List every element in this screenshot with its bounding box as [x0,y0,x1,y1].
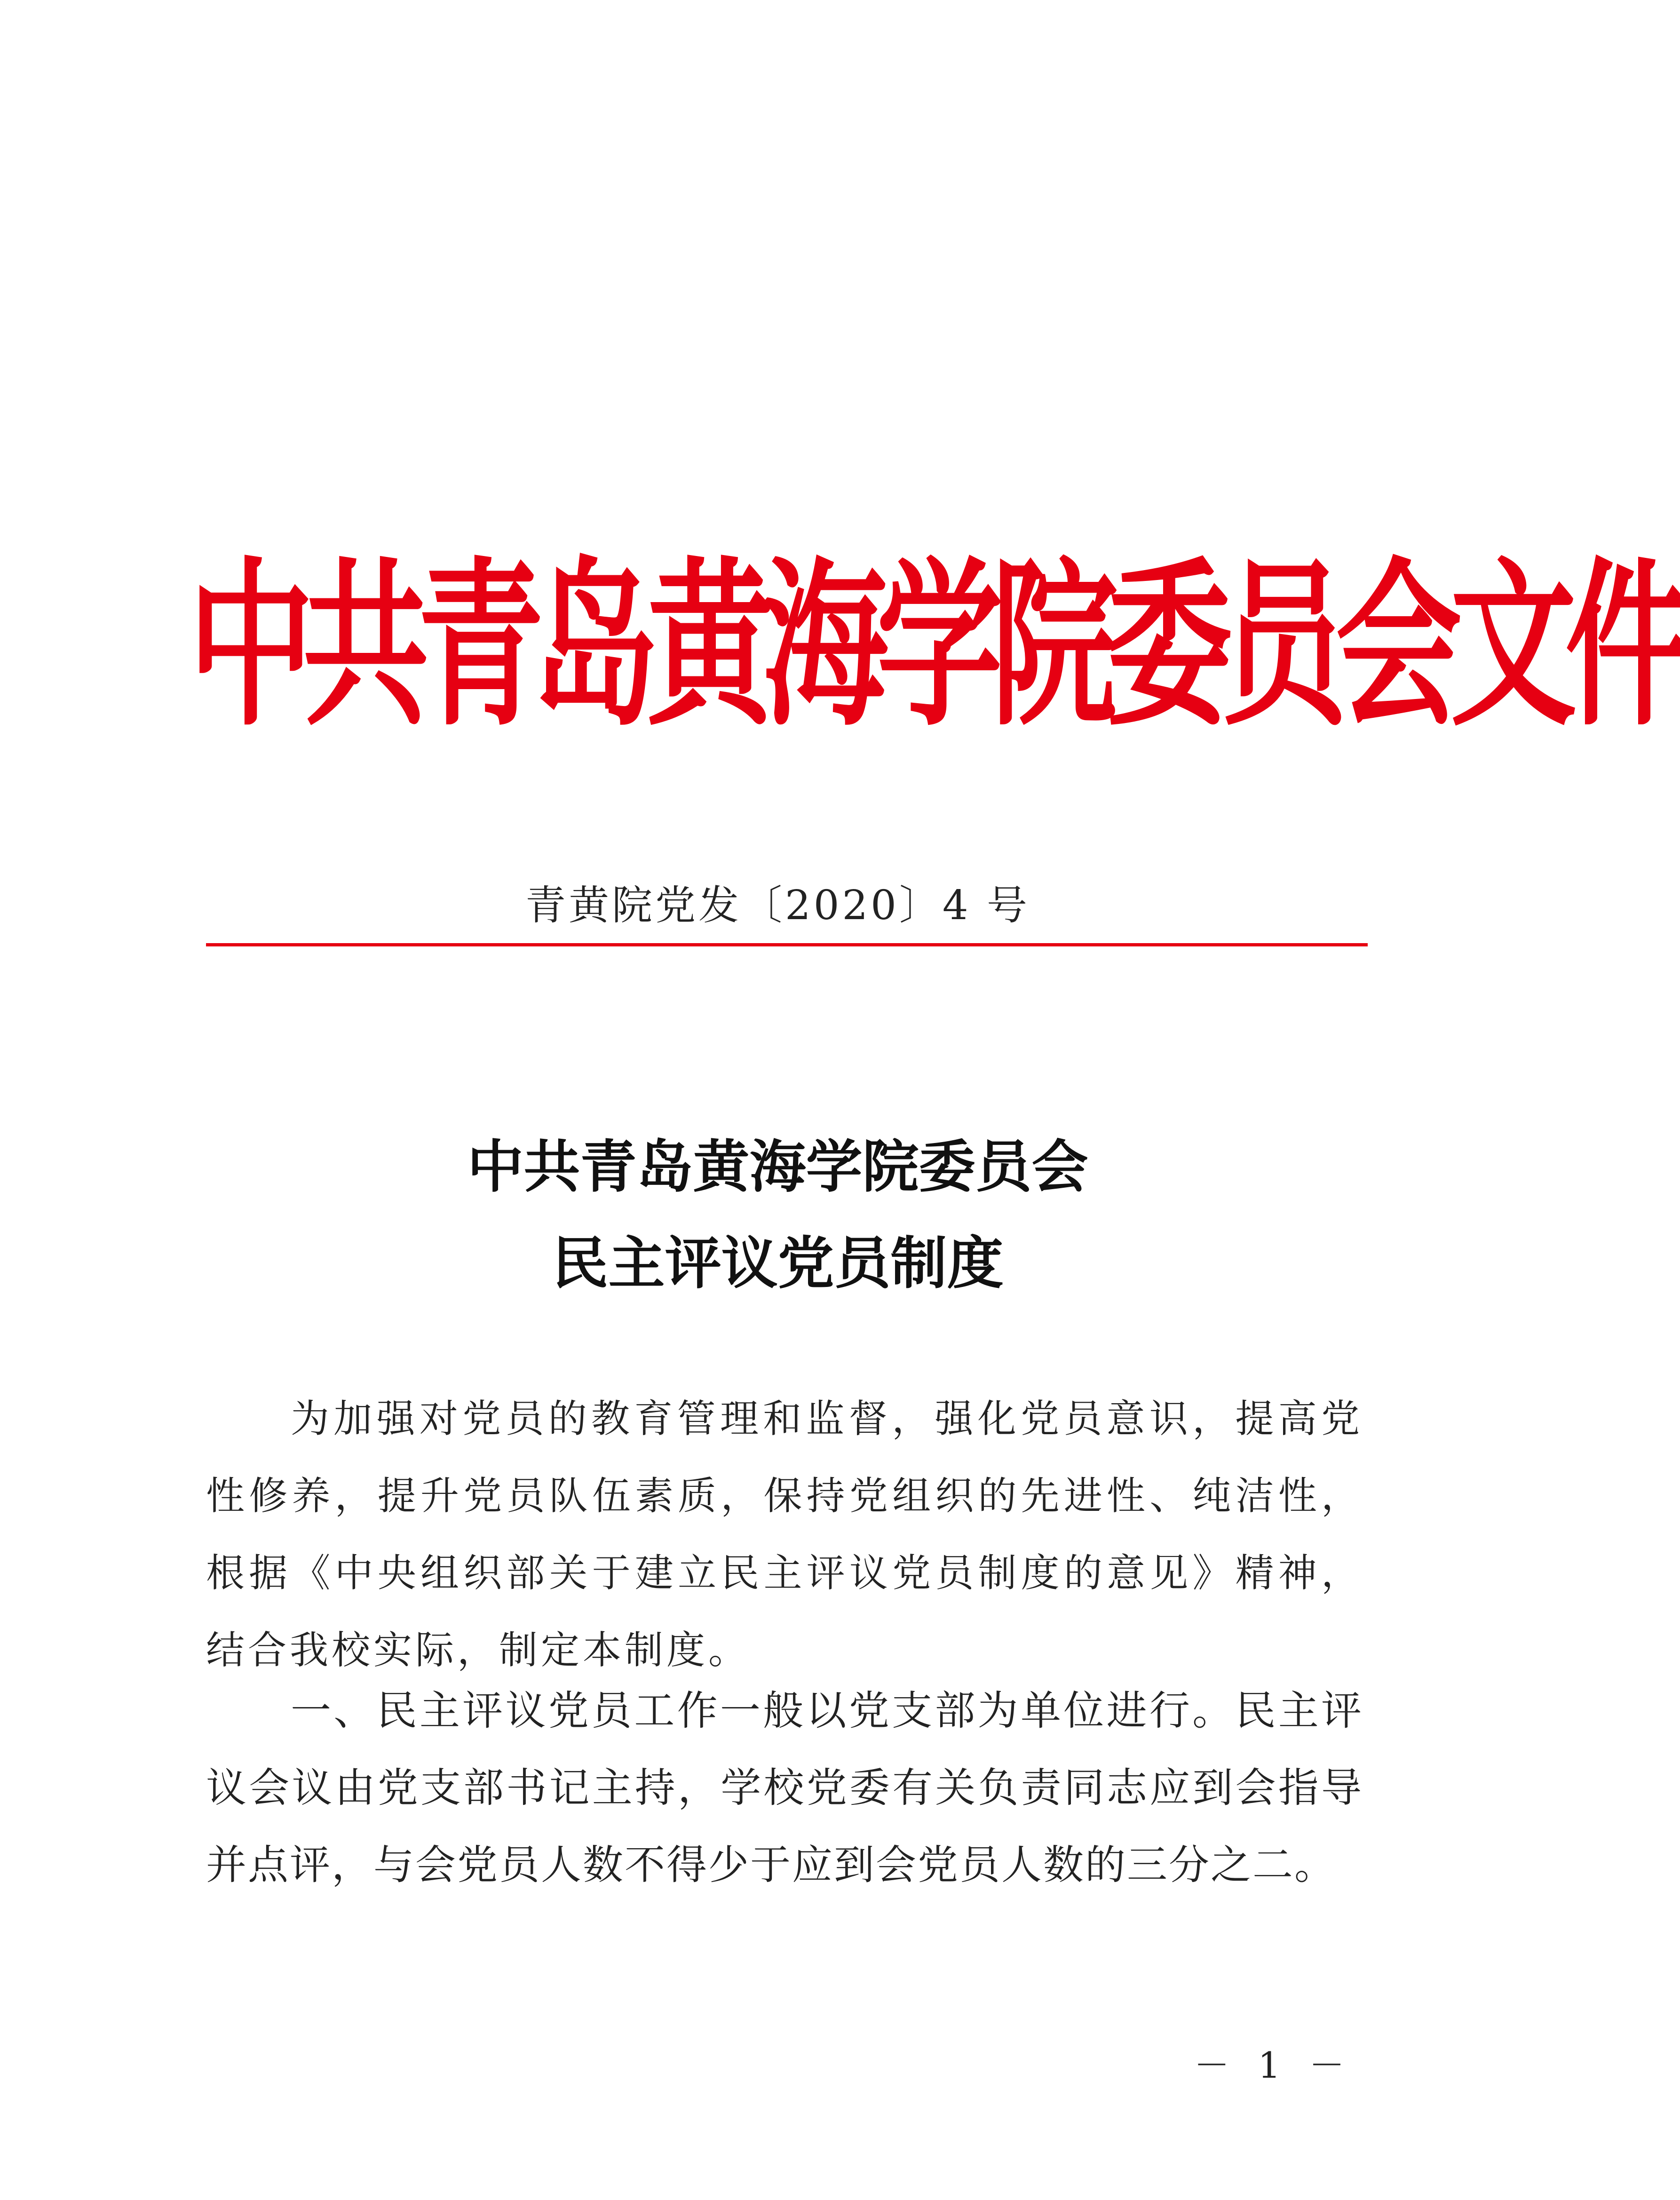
masthead-char: 会 [1336,540,1450,750]
article-1-paragraph: 一、民主评议党员工作一般以党支部为单位进行。民主评议会议由党支部书记主持，学校党委有关负责同志应到会指导并点评，与会党员人数不得少于应到会党员人数的三分之二。 [206,1687,1363,1889]
masthead-char: 共 [303,540,418,750]
intro-paragraph: 为加强对党员的教育管理和监督，强化党员意识，提高党性修养，提升党员队伍素质，保持党组织的先进性、纯洁性，根据《中央组织部关于建立民主评议党员制度的意见》精神，结合我校实际，制定本制度。 [206,1397,1363,1673]
page-number: － 1 － [1194,2044,1353,2086]
masthead-char: 员 [1221,540,1336,750]
masthead-char: 委 [1106,540,1221,750]
masthead-char: 文 [1450,540,1565,750]
masthead-char: 院 [991,540,1106,750]
document-number: 青黄院党发〔2020〕4 号 [525,882,1030,929]
masthead-char: 黄 [647,540,762,750]
document-title-line-2: 民主评议党员制度 [552,1230,1004,1296]
document-masthead [188,470,1680,791]
masthead-char: 中 [188,540,303,750]
masthead-char: 岛 [532,540,647,750]
masthead-char: 海 [762,540,877,750]
masthead-char: 件 [1565,540,1680,750]
masthead-char: 青 [418,540,532,750]
document-title-line-1: 中共青岛黄海学院委员会 [467,1134,1088,1200]
header-divider [206,943,1368,946]
masthead-char: 学 [877,540,991,750]
